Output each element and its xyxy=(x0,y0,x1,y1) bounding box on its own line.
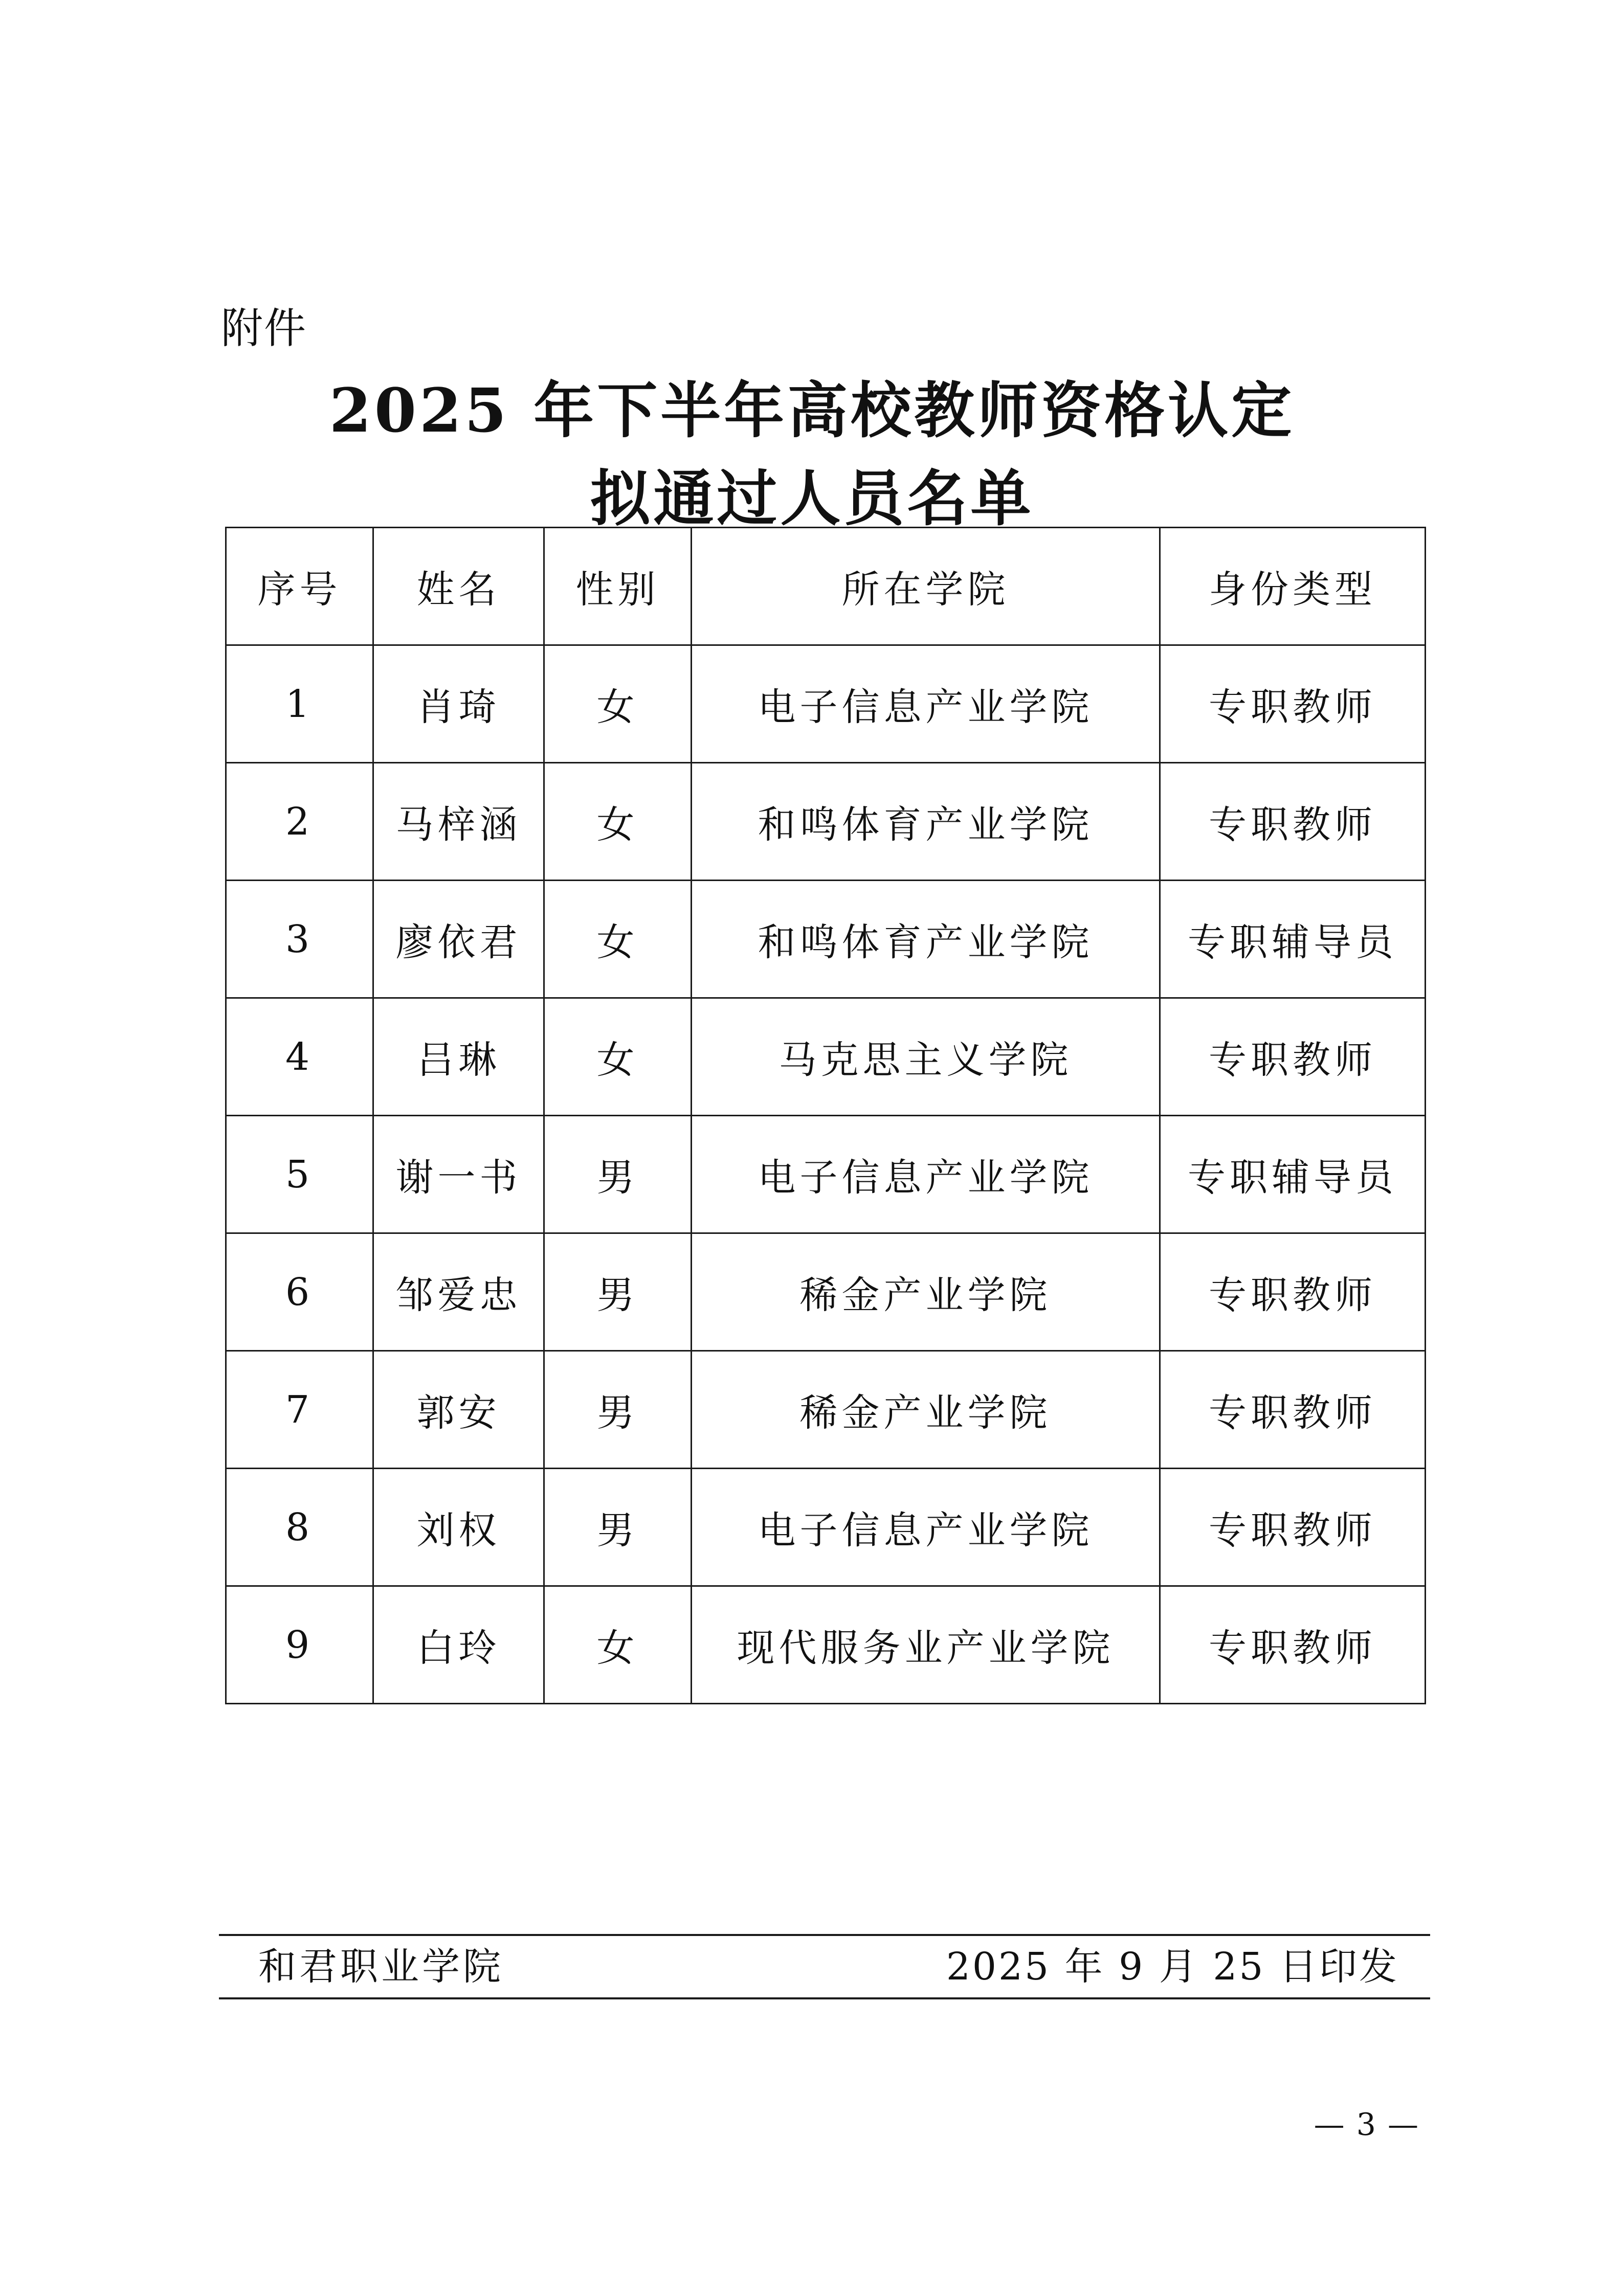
header-identity-type: 身份类型 xyxy=(1160,528,1426,645)
cell-name: 白玲 xyxy=(373,1586,544,1704)
cell-identity-type: 专职辅导员 xyxy=(1160,881,1426,998)
cell-college: 现代服务业产业学院 xyxy=(692,1586,1160,1704)
footer-issuer: 和君职业学院 xyxy=(258,1945,504,1989)
cell-name: 刘权 xyxy=(373,1469,544,1586)
table-row xyxy=(226,1116,1426,1233)
cell-college: 马克思主义学院 xyxy=(692,998,1160,1116)
header-name: 姓名 xyxy=(373,528,544,645)
attachment-label: 附件 xyxy=(221,304,307,353)
cell-gender: 女 xyxy=(544,998,692,1116)
cell-college: 稀金产业学院 xyxy=(692,1351,1160,1469)
table-row xyxy=(226,1469,1426,1586)
cell-gender: 女 xyxy=(544,1586,692,1704)
cell-name: 郭安 xyxy=(373,1351,544,1469)
cell-index: 6 xyxy=(226,1233,373,1351)
cell-gender: 男 xyxy=(544,1469,692,1586)
cell-college: 电子信息产业学院 xyxy=(692,1469,1160,1586)
cell-gender: 男 xyxy=(544,1116,692,1233)
table-row xyxy=(226,881,1426,998)
table-row xyxy=(226,763,1426,881)
cell-identity-type: 专职教师 xyxy=(1160,1469,1426,1586)
footer-issue-date: 2025 年 9 月 25 日印发 xyxy=(946,1945,1399,1989)
page-title-line2: 拟通过人员名单 xyxy=(590,463,1034,534)
cell-index: 2 xyxy=(226,763,373,881)
candidate-table xyxy=(225,527,1426,1704)
table-row xyxy=(226,1351,1426,1469)
footer-bottom-divider xyxy=(219,1997,1430,1999)
page-title-line1: 2025 年下半年高校教师资格认定 xyxy=(329,375,1295,446)
cell-index: 8 xyxy=(226,1469,373,1586)
cell-gender: 男 xyxy=(544,1351,692,1469)
cell-index: 9 xyxy=(226,1586,373,1704)
cell-name: 谢一书 xyxy=(373,1116,544,1233)
cell-college: 电子信息产业学院 xyxy=(692,645,1160,763)
cell-name: 吕琳 xyxy=(373,998,544,1116)
table-row xyxy=(226,1586,1426,1704)
page-number: — 3 — xyxy=(1314,2107,1419,2143)
cell-college: 稀金产业学院 xyxy=(692,1233,1160,1351)
cell-index: 1 xyxy=(226,645,373,763)
header-index: 序号 xyxy=(226,528,373,645)
header-gender: 性别 xyxy=(544,528,692,645)
cell-name: 廖依君 xyxy=(373,881,544,998)
cell-index: 4 xyxy=(226,998,373,1116)
cell-gender: 女 xyxy=(544,881,692,998)
cell-index: 7 xyxy=(226,1351,373,1469)
cell-gender: 女 xyxy=(544,645,692,763)
cell-name: 肖琦 xyxy=(373,645,544,763)
header-college: 所在学院 xyxy=(692,528,1160,645)
cell-identity-type: 专职教师 xyxy=(1160,1586,1426,1704)
footer-top-divider xyxy=(219,1934,1430,1936)
cell-name: 邹爱忠 xyxy=(373,1233,544,1351)
cell-gender: 女 xyxy=(544,763,692,881)
table-row xyxy=(226,1233,1426,1351)
cell-name: 马梓涵 xyxy=(373,763,544,881)
table-row xyxy=(226,645,1426,763)
cell-identity-type: 专职辅导员 xyxy=(1160,1116,1426,1233)
cell-college: 电子信息产业学院 xyxy=(692,1116,1160,1233)
table-header-row xyxy=(226,528,1426,645)
table-row xyxy=(226,998,1426,1116)
cell-index: 5 xyxy=(226,1116,373,1233)
cell-gender: 男 xyxy=(544,1233,692,1351)
cell-identity-type: 专职教师 xyxy=(1160,998,1426,1116)
cell-identity-type: 专职教师 xyxy=(1160,1233,1426,1351)
cell-identity-type: 专职教师 xyxy=(1160,763,1426,881)
cell-identity-type: 专职教师 xyxy=(1160,645,1426,763)
cell-index: 3 xyxy=(226,881,373,998)
cell-college: 和鸣体育产业学院 xyxy=(692,763,1160,881)
cell-identity-type: 专职教师 xyxy=(1160,1351,1426,1469)
cell-college: 和鸣体育产业学院 xyxy=(692,881,1160,998)
